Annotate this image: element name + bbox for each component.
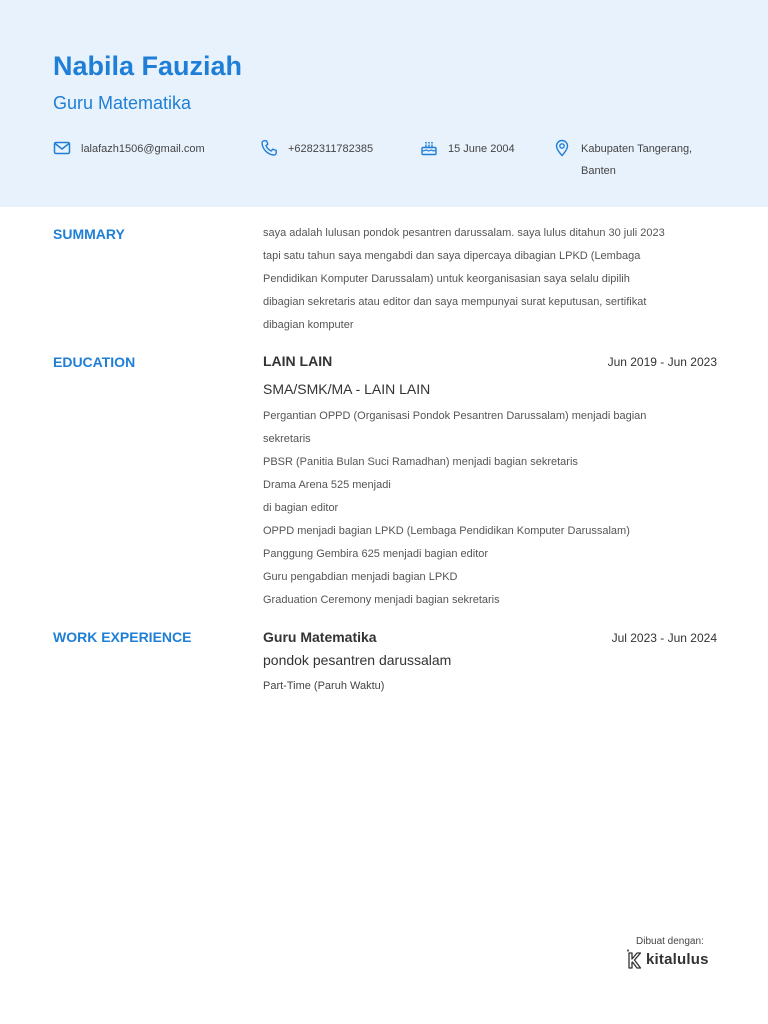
kitalulus-logo-icon [626,948,644,970]
email-text: lalafazh1506@gmail.com [81,143,205,155]
contact-phone[interactable] [260,139,373,160]
education-level: SMA/SMK/MA - LAIN LAIN [263,381,431,397]
phone-text: +6282311782385 [288,143,374,155]
list-item: Graduation Ceremony menjadi bagian sekretaris [263,594,500,606]
header-banner [0,0,768,207]
list-item: di bagian editor [263,502,339,514]
list-item: PBSR (Panitia Bulan Suci Ramadhan) menjadi bagian sekretaris [263,456,578,468]
education-heading: EDUCATION [53,354,136,370]
work-position: Guru Matematika [263,629,377,645]
location-line-2: Banten [581,165,616,177]
location-line-1: Kabupaten Tangerang, [581,143,693,155]
contact-birthdate [420,139,515,160]
candidate-role: Guru Matematika [53,93,192,113]
work-type: Part-Time (Paruh Waktu) [263,680,385,692]
list-item: sekretaris [263,433,311,445]
education-institution: LAIN LAIN [263,353,333,369]
birthdate-text: 15 June 2004 [448,143,515,155]
candidate-name: Nabila Fauziah [53,51,243,81]
kitalulus-brand: kitalulus [646,951,709,968]
summary-text [263,222,723,337]
mail-icon [53,139,71,157]
list-item: OPPD menjadi bagian LPKD (Lembaga Pendidikan Komputer Darussalam) [263,525,630,537]
location-pin-icon [553,139,571,157]
work-dates: Jul 2023 - Jun 2024 [611,631,717,645]
work-heading: WORK EXPERIENCE [53,629,192,645]
education-dates: Jun 2019 - Jun 2023 [607,355,717,369]
list-item: Panggung Gembira 625 menjadi bagian editor [263,548,489,560]
kitalulus-badge [626,936,726,976]
list-item: Guru pengabdian menjadi bagian LPKD [263,571,458,583]
list-item: Pergantian OPPD (Organisasi Pondok Pesantren Darussalam) menjadi bagian [263,410,647,422]
list-item: Drama Arena 525 menjadi [263,479,391,491]
cake-icon [420,139,438,157]
made-with-label: Dibuat dengan: [636,936,704,947]
summary-line: saya adalah lulusan pondok pesantren darussalam. saya lulus ditahun 30 juli 2023 [263,227,665,239]
summary-line: Pendidikan Komputer Darussalam) untuk keorganisasian saya selalu dipilih [263,273,630,285]
phone-icon [260,139,278,157]
summary-line: tapi satu tahun saya mengabdi dan saya dipercaya dibagian LPKD (Lembaga [263,250,641,262]
summary-heading: SUMMARY [53,226,125,242]
contact-email[interactable] [53,139,205,160]
summary-line: dibagian sekretaris atau editor dan saya mempunyai surat keputusan, sertifikat [263,296,647,308]
work-company: pondok pesantren darussalam [263,652,452,668]
contact-location [553,139,723,182]
location-text [581,138,692,182]
summary-line: dibagian komputer [263,319,354,331]
education-activities [263,405,723,612]
